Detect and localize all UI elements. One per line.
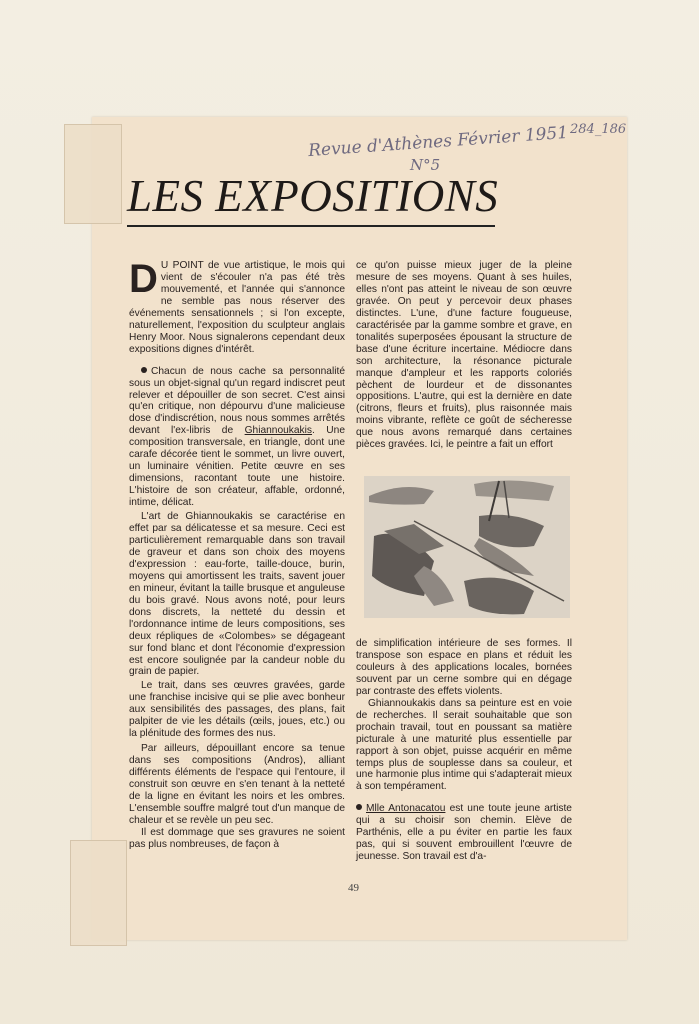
artist-name: Mlle Antonacatou — [366, 803, 446, 815]
paragraph: Le trait, dans ses œuvres gravées, garde une franchise incisive qui se plie avec bonheur aux sensibilités des passages, des plans, fait palpiter de vie les détails (œils, joues, etc.) ou la plénitude des formes des nus. — [129, 680, 345, 740]
paragraph-text: est une toute jeune artiste qui a su choisir son chemin. Elève de Parthénis, elle a pu éviter en partie les faux pas, qui si souvent embrouillent l'œuvre de jeunesse. Son travail est d'a- — [356, 803, 572, 863]
page-number: 49 — [348, 882, 359, 894]
paragraph — [129, 257, 345, 356]
paragraph: ce qu'on puisse mieux juger de la pleine mesure de ses moyens. Quant à ses huiles, elles n'ont pas atteint le niveau de son œuvre gravée. On peut y percevoir deux phases distinctes. L'une, d'une facture fougueuse, caractérisée par la gamme sombre et grave, en tonalités superposées épousant la structure de base d'une écriture incertaine. Médiocre dans son architecture, la résonance picturale manque d'ampleur et les rapports coloriés pèchent de lourdeur et de dissonantes oppositions. L'autre, qui est la dernière en date (citrons, fleurs et fruits), plus raisonnée mais moins vibrante, reflète ce goût de sécheresse que nous avons remarqué dans certaines pièces gravées. Ici, le peintre a fait un effort — [356, 260, 572, 451]
paragraph-text: . Une composition transversale, en triangle, dont une carafe décorée tient le sommet, un livre ouvert, un luminaire vénitien. Petite œuvre en ses dimensions, racontant toute une histoire. L'histoire de son créateur, affable, ordonné, intime, délicat. — [129, 425, 345, 509]
left-column — [129, 257, 345, 851]
paragraph: de simplification intérieure de ses formes. Il transpose son espace en plans et réduit les couleurs à des applications locales, bornées souvent par un cerne sombre qui en dégage par contraste des effets violents. — [356, 638, 572, 697]
bullet-icon — [356, 804, 362, 810]
paragraph: Ghiannoukakis dans sa peinture est en voie de recherches. Il serait souhaitable que son prochain travail, tout en poussant sa matière picturale à une maturité plus essentielle par rapport à son objet, puisse acquérir en même temps plus de souplesse dans sa couleur, et une harmonie plus intime qui s'adapterait mieux à son tempérament. — [356, 697, 572, 793]
right-column-top — [356, 260, 572, 451]
paragraph: Il est dommage que ses gravures ne soient pas plus nombreuses, de façon à — [129, 826, 345, 850]
right-column-bottom — [356, 638, 572, 863]
artist-name: Ghiannoukakis — [244, 425, 313, 437]
paragraph: L'art de Ghiannoukakis se caractérise en effet par sa délicatesse et sa mesure. Ceci est particulièrement remarquable dans son travail de graveur et dans son choix des moyens d'expression : eau-forte, taille-douce, burin, moyens qui amortissent les traits, savent jouer en mineur, évitant la taille brusque et anguleuse du bois gravé. Nous avons noté, pour leurs dons discrets, la netteté du dessin et l'ordonnance intime de leurs compositions, ses deux répliques de «Colombes» se dégageant sur fond blanc et dont l'économie d'expression est encore soulignée par la candeur noble du grain de papier. — [129, 511, 345, 678]
handwritten-journal-note: Revue d'Athènes Février 1951 — [307, 122, 569, 162]
drop-cap: D — [129, 257, 158, 301]
paragraph — [129, 366, 345, 509]
paragraph-text: Chacun de nous cache sa personnalité sous un objet-signal qu'un regard indiscret peut relever et dépouiller de son secret. C'est ainsi qu'en critique, non dépourvu d'une malicieuse dose d'indiscrétion, nous nous sommes arrêtés devant l'ex-libris de — [129, 365, 345, 437]
paragraph-text: U POINT de vue artistique, le mois qui vient de s'écouler n'a pas été très mouvementé, et l'année qui s'annonce ne semble pas nous réserver des événements sensationnels ; si l'on excepte, naturellement, l'exposition du sculpteur anglais Henry Moor. Nous signalerons cependant deux expositions dignes d'intérêt. — [129, 260, 345, 355]
paragraph — [356, 803, 572, 863]
bullet-icon — [141, 367, 147, 373]
handwritten-issue-note: N°5 — [410, 156, 441, 174]
handwritten-reference: 284_186 — [570, 122, 627, 137]
article-title: LES EXPOSITIONS — [127, 171, 499, 221]
tape-bottom — [70, 840, 127, 946]
paragraph: Par ailleurs, dépouillant encore sa tenue dans ses compositions (Andros), alliant différents éléments de l'espace qui l'entoure, il construit son œuvre en s'en tenant à la netteté de la ligne en évitant les noirs et les ombres. L'ensemble souffre malgré tout d'un manque de chaleur et se revèle un peu sec. — [129, 743, 345, 826]
title-rule — [127, 225, 495, 227]
tape-top — [64, 124, 122, 224]
boats-illustration — [364, 476, 570, 618]
